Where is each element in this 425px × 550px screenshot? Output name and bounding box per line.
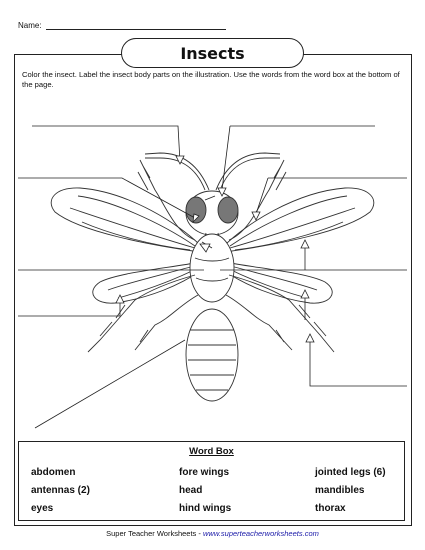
word-hind-wings: hind wings <box>179 503 232 514</box>
word-box-title: Word Box <box>189 446 234 457</box>
name-label: Name: <box>18 21 42 30</box>
footer <box>0 529 425 538</box>
footer-text: Super Teacher Worksheets - <box>106 529 203 538</box>
word-antennas: antennas (2) <box>31 485 90 496</box>
word-fore-wings: fore wings <box>179 467 230 478</box>
word-head: head <box>179 485 203 496</box>
word-thorax: thorax <box>315 503 346 514</box>
right-eye <box>218 197 238 223</box>
page-title-text: Insects <box>180 43 245 63</box>
left-antenna <box>145 158 205 190</box>
word-mandibles: mandibles <box>315 485 365 496</box>
instructions: Color the insect. Label the insect body parts on the illustration. Use the words from the word box at the bottom of the page. <box>22 70 400 89</box>
word-box <box>18 441 405 521</box>
insect-thorax <box>190 234 234 302</box>
footer-link[interactable]: www.superteacherworksheets.com <box>202 529 319 538</box>
word-eyes: eyes <box>31 503 54 514</box>
word-abdomen: abdomen <box>31 467 76 478</box>
word-jointed-legs: jointed legs (6) <box>315 467 386 478</box>
insect-abdomen <box>186 309 238 401</box>
